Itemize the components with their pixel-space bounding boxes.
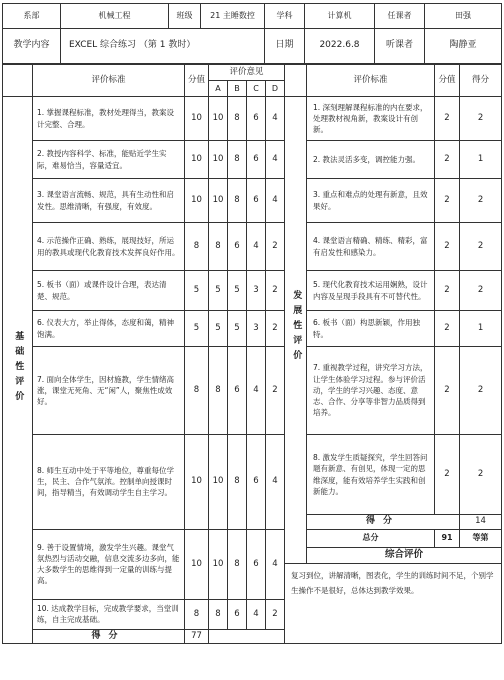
content-value: EXCEL 综合练习 （第 1 教时） [61,29,265,64]
teacher-label: 任课者 [375,4,425,29]
left-item-7-d: 2 [266,347,285,435]
left-item-2-b: 8 [228,141,247,179]
content-label: 教学内容 [3,29,61,64]
left-item-1-a: 10 [209,97,228,141]
left-item-10-score: 8 [185,599,209,629]
left-item-8-a: 10 [209,435,228,530]
left-item-1-c: 6 [247,97,266,141]
right-item-6: 6. 板书（面）构思新颖，作用独特。 [307,311,435,347]
total-label: 总分 [307,529,435,547]
right-item-2: 2. 教法灵活多变，调控能力强。 [307,141,435,179]
right-item-8-score: 2 [435,435,460,515]
left-item-9-score: 10 [185,529,209,599]
left-item-9-d: 4 [266,529,285,599]
left-item-3-c: 6 [247,179,266,223]
right-item-1: 1. 深刻理解课程标准的内在要求，处理教材视角新，教案设计有创新。 [307,97,435,141]
right-item-4-score: 2 [435,223,460,271]
left-item-7-a: 8 [209,347,228,435]
left-item-4-d: 2 [266,223,285,271]
left-item-8-score: 10 [185,435,209,530]
left-item-1-d: 4 [266,97,285,141]
right-item-4: 4. 课堂语言精确、精练、精彩，富有启发性和感染力。 [307,223,435,271]
right-item-3-score: 2 [435,179,460,223]
left-item-6-d: 2 [266,311,285,347]
development-section-label: 发展性评价 [291,290,302,366]
right-item-7-score: 2 [435,347,460,435]
teacher-value: 田强 [425,4,502,29]
right-item-7-got: 2 [460,347,502,435]
left-item-1-b: 8 [228,97,247,141]
right-item-2-got: 1 [460,141,502,179]
left-item-2-d: 4 [266,141,285,179]
left-item-5-c: 3 [247,271,266,311]
comment-text: 复习到位，讲解清晰，图表化，学生的训练时间不足，个别学生操作不是很好，总体达到教学效果。 [285,563,502,644]
right-item-3-got: 2 [460,179,502,223]
left-item-8-d: 4 [266,435,285,530]
grade-label: 等第 [460,529,502,547]
subject-value: 计算机 [305,4,375,29]
left-item-5-score: 5 [185,271,209,311]
left-col-opinion: 评价意见 [209,65,285,81]
left-item-3-d: 4 [266,179,285,223]
left-item-2-c: 6 [247,141,266,179]
right-item-5-got: 2 [460,271,502,311]
header-table [2,3,502,64]
observer-label: 听课者 [375,29,425,64]
left-item-2-a: 10 [209,141,228,179]
observer-value: 陶静亚 [425,29,502,64]
right-item-5: 5. 现代化教育技术运用娴熟，设计内容及呈现手段具有不可替代性。 [307,271,435,311]
subject-label: 学科 [265,4,305,29]
left-item-9: 9. 善于设置情境，激发学生兴趣。课堂气氛热烈与活动交融，信息交流多边多向，能大多数学生的思维得到一定量的训练与提高。 [33,529,185,599]
class-label: 班级 [169,4,201,29]
left-item-4-c: 4 [247,223,266,271]
grade-d: D [266,81,285,97]
left-item-6-score: 5 [185,311,209,347]
left-item-6-b: 5 [228,311,247,347]
left-item-4-score: 8 [185,223,209,271]
left-col-score: 分值 [185,65,209,97]
left-item-3-b: 8 [228,179,247,223]
left-item-4-a: 8 [209,223,228,271]
left-item-5-b: 5 [228,271,247,311]
right-col-score: 分值 [435,65,460,97]
grade-b: B [228,81,247,97]
dept-value: 机械工程 [61,4,169,29]
right-item-8-got: 2 [460,435,502,515]
right-item-2-score: 2 [435,141,460,179]
comment-title: 综合评价 [307,547,502,563]
left-item-10-c: 4 [247,599,266,629]
total-value: 91 [435,529,460,547]
left-item-10-d: 2 [266,599,285,629]
right-item-6-got: 1 [460,311,502,347]
left-subtotal-label: 得分 [33,629,185,644]
left-item-1-score: 10 [185,97,209,141]
left-item-3-a: 10 [209,179,228,223]
left-item-8-c: 6 [247,435,266,530]
grade-c: C [247,81,266,97]
left-item-9-c: 6 [247,529,266,599]
left-item-8-b: 8 [228,435,247,530]
left-item-10-a: 8 [209,599,228,629]
date-value: 2022.6.8 [305,29,375,64]
left-item-5: 5. 板书（面）或课件设计合理，表达清楚、规范。 [33,271,185,311]
dept-label: 系部 [3,4,61,29]
left-col-criteria: 评价标准 [33,65,185,97]
left-item-6-a: 5 [209,311,228,347]
left-item-7-c: 4 [247,347,266,435]
left-item-5-a: 5 [209,271,228,311]
left-item-5-d: 2 [266,271,285,311]
right-item-5-score: 2 [435,271,460,311]
left-item-3: 3. 课堂语言流畅、规范，具有生动性和启发性。思维清晰，有强度，有效度。 [33,179,185,223]
left-item-4-b: 6 [228,223,247,271]
date-label: 日期 [265,29,305,64]
left-subtotal-value: 77 [185,629,209,644]
right-item-3: 3. 重点和难点的处理有新意，且效果好。 [307,179,435,223]
left-item-7-b: 6 [228,347,247,435]
right-item-4-got: 2 [460,223,502,271]
left-item-7: 7. 面向全体学生，因材施教，学生情绪高涨，课堂无死角、无“闲”人，聚焦性成效好。 [33,347,185,435]
right-item-1-score: 2 [435,97,460,141]
right-item-8: 8. 激发学生质疑探究，学生回答问题有新意、有创见，体现一定的思维深度，能有效培养学生实践和创新能力。 [307,435,435,515]
left-item-9-a: 10 [209,529,228,599]
foundation-section-label: 基础性评价 [13,330,24,406]
left-item-8: 8. 师生互动中处于平等地位，尊重每位学生，民主、合作气氛浓。控制单向授课时间，指导精当，有效调动学生自主学习。 [33,435,185,530]
right-subtotal-value: 14 [460,515,502,530]
left-item-6-c: 3 [247,311,266,347]
left-item-1: 1. 掌握课程标准，教材处理得当，教案设计完整、合理。 [33,97,185,141]
right-col-criteria: 评价标准 [307,65,435,97]
left-item-6: 6. 仪表大方，举止得体，态度和蔼，精神饱满。 [33,311,185,347]
left-item-2-score: 10 [185,141,209,179]
left-item-4: 4. 示范操作正确、熟练，展现技好，所运用的教具或现代化教育技术发挥良好作用。 [33,223,185,271]
class-value: 21 主睡数控 [201,4,265,29]
right-item-6-score: 2 [435,311,460,347]
right-col-got: 得分 [460,65,502,97]
left-item-2: 2. 教授内容科学、标准，能贴近学生实际，难易恰当，容量适宜。 [33,141,185,179]
right-item-1-got: 2 [460,97,502,141]
left-item-10: 10. 达成教学目标，完成教学要求，当堂训练，自主完成基础。 [33,599,185,629]
main-evaluation-table [2,64,502,644]
left-item-10-b: 6 [228,599,247,629]
right-subtotal-label: 得分 [307,515,460,530]
left-item-3-score: 10 [185,179,209,223]
grade-a: A [209,81,228,97]
right-item-7: 7. 重视教学过程，讲究学习方法，让学生体验学习过程。参与评价活动，学生的学习兴趣、态度、意志、合作、分享等非智力品质得到培养。 [307,347,435,435]
left-item-7-score: 8 [185,347,209,435]
left-item-9-b: 8 [228,529,247,599]
